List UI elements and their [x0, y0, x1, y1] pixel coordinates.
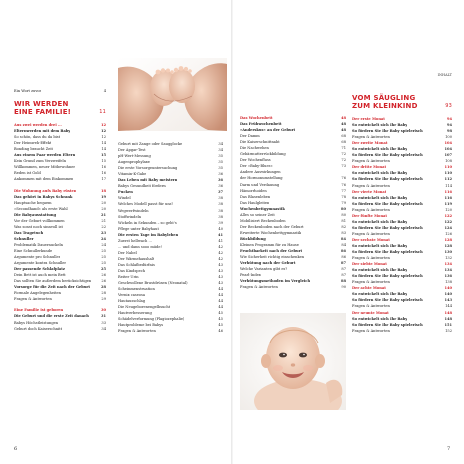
toc-entry-page: 37 [217, 190, 223, 195]
toc-entry-page: 122 [444, 213, 452, 218]
toc-entry-title: So fördern Sie Ihr Baby spielerisch [352, 201, 423, 206]
toc-entry-page: 28 [101, 291, 106, 296]
toc-entry-title: Fragen & Antworten [352, 135, 390, 140]
toc-entry-page: 43 [218, 268, 223, 273]
toc-entry-page: 130 [444, 250, 452, 255]
toc-entry [352, 328, 452, 334]
toc-entry-page: 87 [340, 261, 346, 266]
toc-entry-page: 122 [444, 219, 452, 224]
toc-entry-title: Geburt doch Kaiserschnitt [14, 326, 63, 331]
toc-entry-title: Fragen & Antworten [352, 207, 390, 212]
chapter-heading-page: 93 [445, 103, 452, 109]
toc-entry-title: Fragen & Antworten [352, 256, 390, 261]
toc-entry-title: Die Geburt und die erste Zeit danach [14, 314, 89, 319]
toc-entry-page: 20 [101, 206, 106, 211]
toc-entry-page: 120 [445, 207, 452, 212]
toc-entry-page: 41 [217, 232, 223, 237]
chapter-heading-line: WIR WERDEN [14, 100, 69, 109]
toc-entry-title: Der fünfte Monat [352, 213, 388, 218]
toc-entry-title: Der vierte Monat [352, 189, 387, 194]
toc-entry-page: 104 [444, 141, 452, 146]
toc-entry-page: 48 [340, 128, 346, 133]
toc-entry-title: Scheinmenstruation [118, 287, 155, 292]
toc-entry-page: 132 [445, 256, 452, 261]
toc-entry-page: 124 [444, 225, 452, 230]
toc-entry-page: 35 [218, 154, 223, 159]
toc-entry-title: Fragen & Antworten [118, 329, 156, 334]
toc-entry-page: 15 [101, 159, 106, 164]
toc-entry-title: Der passende Schlafplatz [14, 267, 65, 272]
toc-entry-page: 25 [101, 261, 106, 266]
toc-entry-page: 94 [446, 123, 452, 128]
toc-entry-page: 34 [218, 142, 223, 146]
chapter-heading-line: EINE FAMILIE! [14, 108, 72, 117]
toc-entry-page: 18 [100, 188, 106, 193]
toc-entry-page: 48 [340, 122, 346, 127]
toc-entry-page: 45 [218, 323, 223, 328]
toc-entry-page: 12 [100, 123, 106, 128]
toc-entry-title: Hämorrhoiden [240, 188, 267, 193]
toc-entry-page: 29 [101, 297, 106, 302]
toc-entry-title: Aus einem Paar werden Eltern [14, 153, 76, 158]
toc-entry-page: 38 [218, 196, 223, 201]
toc-entry-title: Die Babyausstattung [14, 212, 57, 217]
toc-entry-page: 12 [100, 129, 106, 134]
toc-entry-page: 94 [446, 117, 452, 121]
toc-entry-page: 26 [101, 279, 106, 284]
toc-entry-title: So entwickelt sich Ihr Baby [352, 171, 408, 176]
toc-entry-title: Kein Grund zum Verzweifeln [14, 159, 67, 164]
toc-column-2 [118, 141, 223, 335]
toc-entry-page: 78 [341, 194, 346, 199]
toc-entry-title: Welches Modell passt für uns? [118, 202, 174, 207]
toc-entry-page: 38 [218, 202, 223, 207]
toc-entry-page: 39 [218, 220, 223, 225]
toc-entry-page: 26 [101, 273, 106, 278]
toc-entry-title: Geschwollene Brustdrüsen (Neonatal) [118, 281, 188, 286]
toc-entry-title: Eine Familie ist geboren [14, 308, 64, 313]
toc-entry-title: Darm und Verdauung [240, 182, 280, 187]
toc-entry-page: 44 [218, 293, 223, 298]
toc-entry-page: 126 [445, 231, 452, 236]
toc-entry-page: 90 [341, 285, 346, 290]
toc-entry-title: Der Nabel [118, 250, 137, 255]
toc-entry-page: 140 [444, 286, 452, 291]
toc-entry-title: Wie Sicherheit richtig einschenken [240, 255, 305, 260]
chapter-heading-page: 11 [99, 109, 106, 116]
toc-entry-title: Das Tragetuch [14, 230, 44, 235]
toc-entry-title: Formale Angelegenheiten [14, 291, 61, 296]
toc-entry-title: Fragen & Antworten [352, 159, 390, 164]
toc-entry-page: 73 [341, 164, 346, 169]
toc-entry-page: 21 [101, 218, 106, 223]
hands-baby-feet-photo [118, 58, 227, 131]
toc-entry-page: 22 [101, 224, 106, 229]
toc-entry-title: pH-Wert-Messung [118, 154, 151, 159]
toc-entry-title: Verhütungsmethoden im Vergleich [240, 279, 311, 284]
toc-entry-title: So entwickelt sich Ihr Baby [352, 316, 408, 321]
toc-entry [14, 326, 106, 332]
toc-entry-page: 15 [100, 153, 106, 158]
toc-entry-title: Der zweite Monat [352, 141, 388, 146]
toc-entry-page: 128 [444, 243, 452, 248]
toc-entry-page: 87 [341, 273, 346, 278]
toc-entry-title: Die Nachwehen [240, 146, 269, 151]
toc-entry-title: Das Schlafbedürfnis [118, 262, 155, 267]
toc-entry-page: 25 [101, 248, 106, 253]
toc-entry-page: 20 [101, 200, 106, 205]
toc-column-3 [240, 115, 346, 290]
toc-entry-title: Fragen & Antworten [352, 280, 390, 285]
toc-entry-title: Der Wochenfluss [240, 158, 271, 163]
toc-entry-title: Argumente pro Schnuller [14, 255, 61, 260]
toc-entry-title: Argumente kontra Schnuller [14, 261, 67, 266]
toc-entry-page: 4 [103, 89, 106, 93]
toc-entry-title: Aus zwei werden drei ... [14, 123, 62, 128]
toc-entry-page: 104 [444, 147, 452, 152]
toc-entry-title: So fördern Sie Ihr Baby spielerisch [352, 274, 423, 279]
toc-entry-page: 19 [100, 194, 106, 199]
toc-entry-title: Der Damm [240, 134, 260, 139]
toc-entry-page: 128 [444, 237, 452, 242]
toc-entry-page: 45 [218, 311, 223, 316]
toc-entry-page: 88 [340, 279, 346, 284]
book-spine [231, 0, 233, 464]
toc-entry-page: 107 [444, 153, 452, 158]
toc-entry-page: 14 [101, 141, 106, 146]
toc-entry-title: Stoffwindeln [118, 214, 142, 219]
toc-entry-title: Wickeln in Sekunden – so geht's [118, 220, 177, 225]
toc-entry-title: So entwickelt sich Ihr Baby [352, 243, 408, 248]
toc-entry-title: So fördern Sie Ihr Baby spielerisch [352, 153, 423, 158]
toc-entry-page: 98 [446, 129, 452, 134]
smiling-baby-photo [240, 313, 346, 410]
toc-entry-page: 36 [217, 178, 223, 183]
toc-entry-page: 148 [444, 310, 452, 315]
toc-entry-title: Elternwerden mit dem Baby [14, 129, 71, 134]
toc-entry-page: 140 [444, 292, 452, 297]
toc-entry-page: 77 [341, 188, 346, 193]
toc-entry [118, 328, 223, 334]
toc-entry-title: Verhütung nach der Geburt [240, 261, 296, 266]
toc-entry-title: Hauptsache bequem [14, 200, 52, 205]
toc-entry-page: 42 [218, 256, 223, 261]
toc-entry-page: 72 [341, 158, 346, 163]
toc-entry-page: 25 [101, 255, 106, 260]
toc-entry-title: Das Kindspech [118, 268, 146, 273]
toc-entry-title: Vitamin-K-Gabe [118, 172, 147, 177]
toc-entry-title: Das gehört in Babys Schrank [14, 194, 73, 199]
toc-entry-title: So fördern Sie Ihr Baby spielerisch [352, 129, 423, 134]
toc-entry [14, 296, 106, 302]
toc-entry-page: 43 [218, 262, 223, 267]
toc-entry-title: ... und dann sooo müde! [118, 244, 162, 249]
toc-entry-page: 76 [341, 182, 346, 187]
toc-entry-title: Der »Baby-Blues« [240, 164, 273, 169]
chapter-heading [352, 94, 452, 110]
toc-entry-title: der Hormonumstellung [240, 176, 283, 181]
toc-entry-title: Gebärmutterrückbildung [240, 152, 286, 157]
toc-entry-page: 36 [218, 172, 223, 177]
toc-entry-page: 44 [218, 299, 223, 304]
toc-entry-page: 112 [444, 177, 452, 182]
toc-entry-page: 28 [100, 285, 106, 290]
toc-entry-page: 116 [444, 195, 452, 200]
toc-entry [240, 284, 346, 290]
page-number-right: 7 [447, 446, 451, 452]
toc-entry-title: Zuerst hellwach ... [118, 238, 152, 243]
toc-entry-title: Hautprobleme bei Babys [118, 323, 164, 328]
toc-entry-page: 35 [218, 160, 223, 165]
toc-entry-page: 119 [444, 201, 452, 206]
toc-entry-title: So entwickelt sich Ihr Baby [352, 219, 408, 224]
toc-entry-title: Die Neugeborenengelbsucht [118, 305, 171, 310]
toc-entry-title: Kleinen Programm für zu Hause [240, 242, 299, 247]
toc-entry-page: 110 [444, 165, 452, 170]
toc-entry-page: 25 [100, 267, 106, 272]
toc-entry-page: 48 [340, 116, 346, 120]
toc-entry-title: Der siebte Monat [352, 262, 387, 267]
toc-entry-title: Der Wärmehaushalt [118, 256, 155, 261]
toc-entry-title: So schön, dass du da bist [14, 135, 61, 140]
toc-entry-page: 45 [218, 317, 223, 322]
page-number-left: 6 [14, 446, 18, 452]
toc-entry-title: Der sechste Monat [352, 237, 390, 242]
toc-entry-page: 35 [218, 166, 223, 171]
toc-entry-title: Andere Auswirkungen [240, 170, 281, 175]
toc-entry-page: 114 [445, 183, 452, 188]
toc-entry-title: Ein Wort zuvor [14, 89, 42, 93]
toc-entry-title: Der Beckenboden nach der Geburt [240, 224, 304, 229]
toc-entry-title: Wochenbettgymnastik [240, 206, 285, 211]
toc-entry-title: Welche Varianten gibt es? [240, 267, 288, 272]
toc-entry-page: 68 [341, 140, 346, 145]
toc-entry-page: 40 [218, 226, 223, 231]
toc-entry-title: So fördern Sie Ihr Baby spielerisch [352, 298, 423, 303]
toc-entry-page: 71 [341, 146, 346, 151]
toc-entry-page: 84 [340, 236, 346, 241]
toc-entry-title: Das Leben mit Baby meistern [118, 178, 178, 183]
toc-entry-page: 33 [101, 320, 106, 325]
toc-entry-page: 17 [101, 177, 106, 182]
toc-entry-title: Hautverbesserung [118, 311, 152, 316]
toc-entry-title: Der Apgar-Test [118, 148, 146, 153]
toc-entry-title: So fördern Sie Ihr Baby spielerisch [352, 322, 423, 327]
toc-entry-title: Ankommen mit dem Einkommen [14, 177, 74, 182]
toc-entry-title: So entwickelt sich Ihr Baby [352, 268, 408, 273]
toc-entry-page: 42 [218, 250, 223, 255]
toc-entry-page: 68 [341, 134, 346, 139]
toc-entry-page: 83 [341, 230, 346, 235]
toc-entry-title: Eine Schnullerkunde [14, 248, 53, 253]
toc-entry-page: 16 [101, 165, 106, 170]
chapter-heading-line: VOM SÄUGLING [352, 94, 416, 102]
toc-entry-page: 34 [101, 326, 106, 331]
toc-entry-page: 76 [341, 176, 346, 181]
toc-entry-title: So entwickelt sich Ihr Baby [352, 195, 408, 200]
toc-entry-page: 44 [218, 287, 223, 292]
toc-entry-page: 46 [218, 329, 223, 334]
toc-entry-title: Fragen & Antworten [352, 183, 390, 188]
toc-entry-page: 116 [444, 189, 452, 194]
toc-entry-page: 136 [444, 274, 452, 279]
toc-column-4 [352, 88, 452, 334]
toc-entry-title: Problematik Dauernuckeln [14, 242, 63, 247]
chapter-heading-line: ZUM KLEINKIND [352, 102, 418, 110]
toc-entry-page: 84 [341, 242, 346, 247]
toc-entry-title: Was sonst noch sinnvoll ist [14, 224, 63, 229]
toc-entry-title: Fragen & Antworten [14, 297, 52, 302]
toc-entry-page: 34 [218, 148, 223, 153]
toc-entry-page: 87 [341, 267, 346, 272]
toc-entry-page: 31 [100, 314, 106, 319]
toc-entry-page: 36 [218, 184, 223, 189]
toc-entry-page: 134 [444, 262, 452, 267]
toc-entry-title: Schädelverformung (Plagiozephalie) [118, 317, 185, 322]
toc-entry-page: 80 [340, 206, 346, 211]
chapter-heading [14, 100, 106, 116]
toc-entry-title: Das Wochenbett [240, 116, 273, 120]
toc-entry-title: Erweiterte Wochenbettgymnastik [240, 230, 302, 235]
toc-entry-title: So entwickelt sich Ihr Baby [352, 123, 408, 128]
toc-entry-title: Babys Höchstleistungen [14, 320, 59, 325]
toc-entry-title: Der erste Monat [352, 117, 385, 121]
running-head: INHALT [437, 73, 452, 77]
toc-entry [14, 88, 106, 94]
toc-entry-title: So fördern Sie Ihr Baby spielerisch [352, 177, 423, 182]
toc-entry-title: Das Frühwochenbett [240, 122, 282, 127]
toc-entry-page: 82 [341, 224, 346, 229]
toc-entry-page: 24 [101, 242, 106, 247]
toc-entry-page: 110 [444, 171, 452, 176]
toc-entry-title: »Anderskus« an der Geburt [240, 128, 296, 133]
toc-entry-page: 44 [218, 305, 223, 310]
toc-entry-page: 80 [341, 212, 346, 217]
toc-entry-page: 100 [445, 135, 452, 140]
toc-entry-title: Der Heimweh-Effekt [14, 141, 52, 146]
toc-entry-page: 108 [445, 159, 452, 164]
toc-entry-title: Reiter Urin [118, 275, 139, 280]
toc-entry-page: 14 [101, 147, 106, 152]
toc-entry-title: Pflege unter Babyhaut [118, 226, 159, 231]
toc-entry-title: Geburt mit Zange oder Saugglocke [118, 142, 183, 146]
toc-entry-title: Der neunte Monat [352, 310, 389, 315]
toc-entry-title: Fragen & Antworten [352, 231, 390, 236]
toc-entry-title: Bonding braucht Zeit [14, 147, 53, 152]
toc-column-1 [14, 88, 106, 332]
toc-entry-title: Vernix caseosa [118, 293, 146, 298]
toc-entry-page: 148 [444, 316, 452, 321]
toc-entry-title: Die Kaiserschnittnaht [240, 140, 280, 145]
toc-entry-title: Alles so seiner Zeit [240, 212, 275, 217]
toc-entry-title: Das Blasenleben [240, 194, 271, 199]
toc-entry-title: Die Wohnung aufs Baby rüsten [14, 188, 77, 193]
toc-entry-page: 144 [445, 304, 452, 309]
toc-entry-title: Augenprophylaxe [118, 160, 150, 165]
toc-entry-title: Rückbildung [240, 236, 266, 241]
toc-entry-title: Reden ist Gold [14, 171, 41, 176]
toc-entry-page: 86 [340, 249, 346, 254]
toc-entry-page: 24 [100, 236, 106, 241]
toc-entry-page: 42 [218, 244, 223, 249]
toc-entry-page: 21 [100, 212, 106, 217]
toc-entry-title: So entwickelt sich Ihr Baby [352, 147, 408, 152]
toc-entry-title: Fragen & Antworten [352, 304, 390, 309]
toc-entry-page: 138 [445, 280, 452, 285]
toc-entry-page: 38 [218, 214, 223, 219]
toc-entry-page: 143 [444, 298, 452, 303]
toc-entry-title: Dein Bett ist auch mein Bett [14, 273, 66, 278]
toc-entry-title: Windel [118, 196, 131, 201]
toc-entry-title: Der achte Monat [352, 286, 386, 291]
toc-entry-page: 41 [218, 238, 223, 243]
toc-entry-title: Babys Gesundheit fördern [118, 184, 166, 189]
toc-entry-page: 134 [444, 268, 452, 273]
toc-entry-title: So fördern Sie Ihr Baby spielerisch [352, 225, 423, 230]
toc-entry-title: Schnuller [14, 236, 34, 241]
toc-entry-title: Fruchtbarkeit nach der Geburt [240, 249, 303, 254]
toc-entry-title: »Secondhand« als erste Wahl [14, 206, 68, 211]
toc-entry-page: 43 [218, 281, 223, 286]
toc-entry-title: Die ersten Tage im Babyleben [118, 232, 179, 237]
toc-entry-title: Hautausschlag [118, 299, 146, 304]
toc-entry-title: Das sollten Sie außerdem berücksichtigen [14, 279, 92, 284]
toc-entry-page: 12 [101, 135, 106, 140]
toc-entry-page: 38 [218, 208, 223, 213]
toc-entry-title: Vor der Geburt vollkommen [14, 218, 65, 223]
toc-entry-page: 16 [101, 171, 106, 176]
toc-entry-title: Vorsorge für die Zeit nach der Geburt [14, 285, 90, 290]
toc-entry-page: 79 [341, 200, 346, 205]
toc-entry-title: Fragen & Antworten [352, 328, 390, 333]
toc-entry-title: Willkommen, neuer Mitbewohner [14, 165, 76, 170]
toc-entry-page: 72 [341, 152, 346, 157]
toc-entry-page: 152 [445, 328, 452, 333]
toc-entry-title: So fördern Sie Ihr Baby spielerisch [352, 250, 423, 255]
toc-entry-title: Wegwerfwindeln [118, 208, 149, 213]
toc-entry-title: Pearl-Index [240, 273, 261, 278]
toc-entry-page: 30 [100, 308, 106, 313]
toc-entry [14, 176, 106, 182]
toc-entry-title: Pucken [118, 190, 133, 195]
toc-entry-title: Der dritte Monat [352, 165, 387, 170]
toc-entry-page: 43 [218, 275, 223, 280]
toc-entry-title: Die erste Vorsorgeuntersuchung [118, 166, 178, 171]
toc-entry-title: Fragen & Antworten [240, 285, 278, 290]
toc-entry-title: So entwickelt sich Ihr Baby [352, 292, 408, 297]
toc-entry-page: 23 [100, 230, 106, 235]
toc-entry-page: 86 [341, 255, 346, 260]
toc-entry-page: 81 [341, 218, 346, 223]
toc-entry-page: 151 [444, 322, 452, 327]
toc-entry-title: Das Haulgleiten [240, 200, 270, 205]
toc-entry-title: Mobilisiert Beckenboden [240, 218, 286, 223]
